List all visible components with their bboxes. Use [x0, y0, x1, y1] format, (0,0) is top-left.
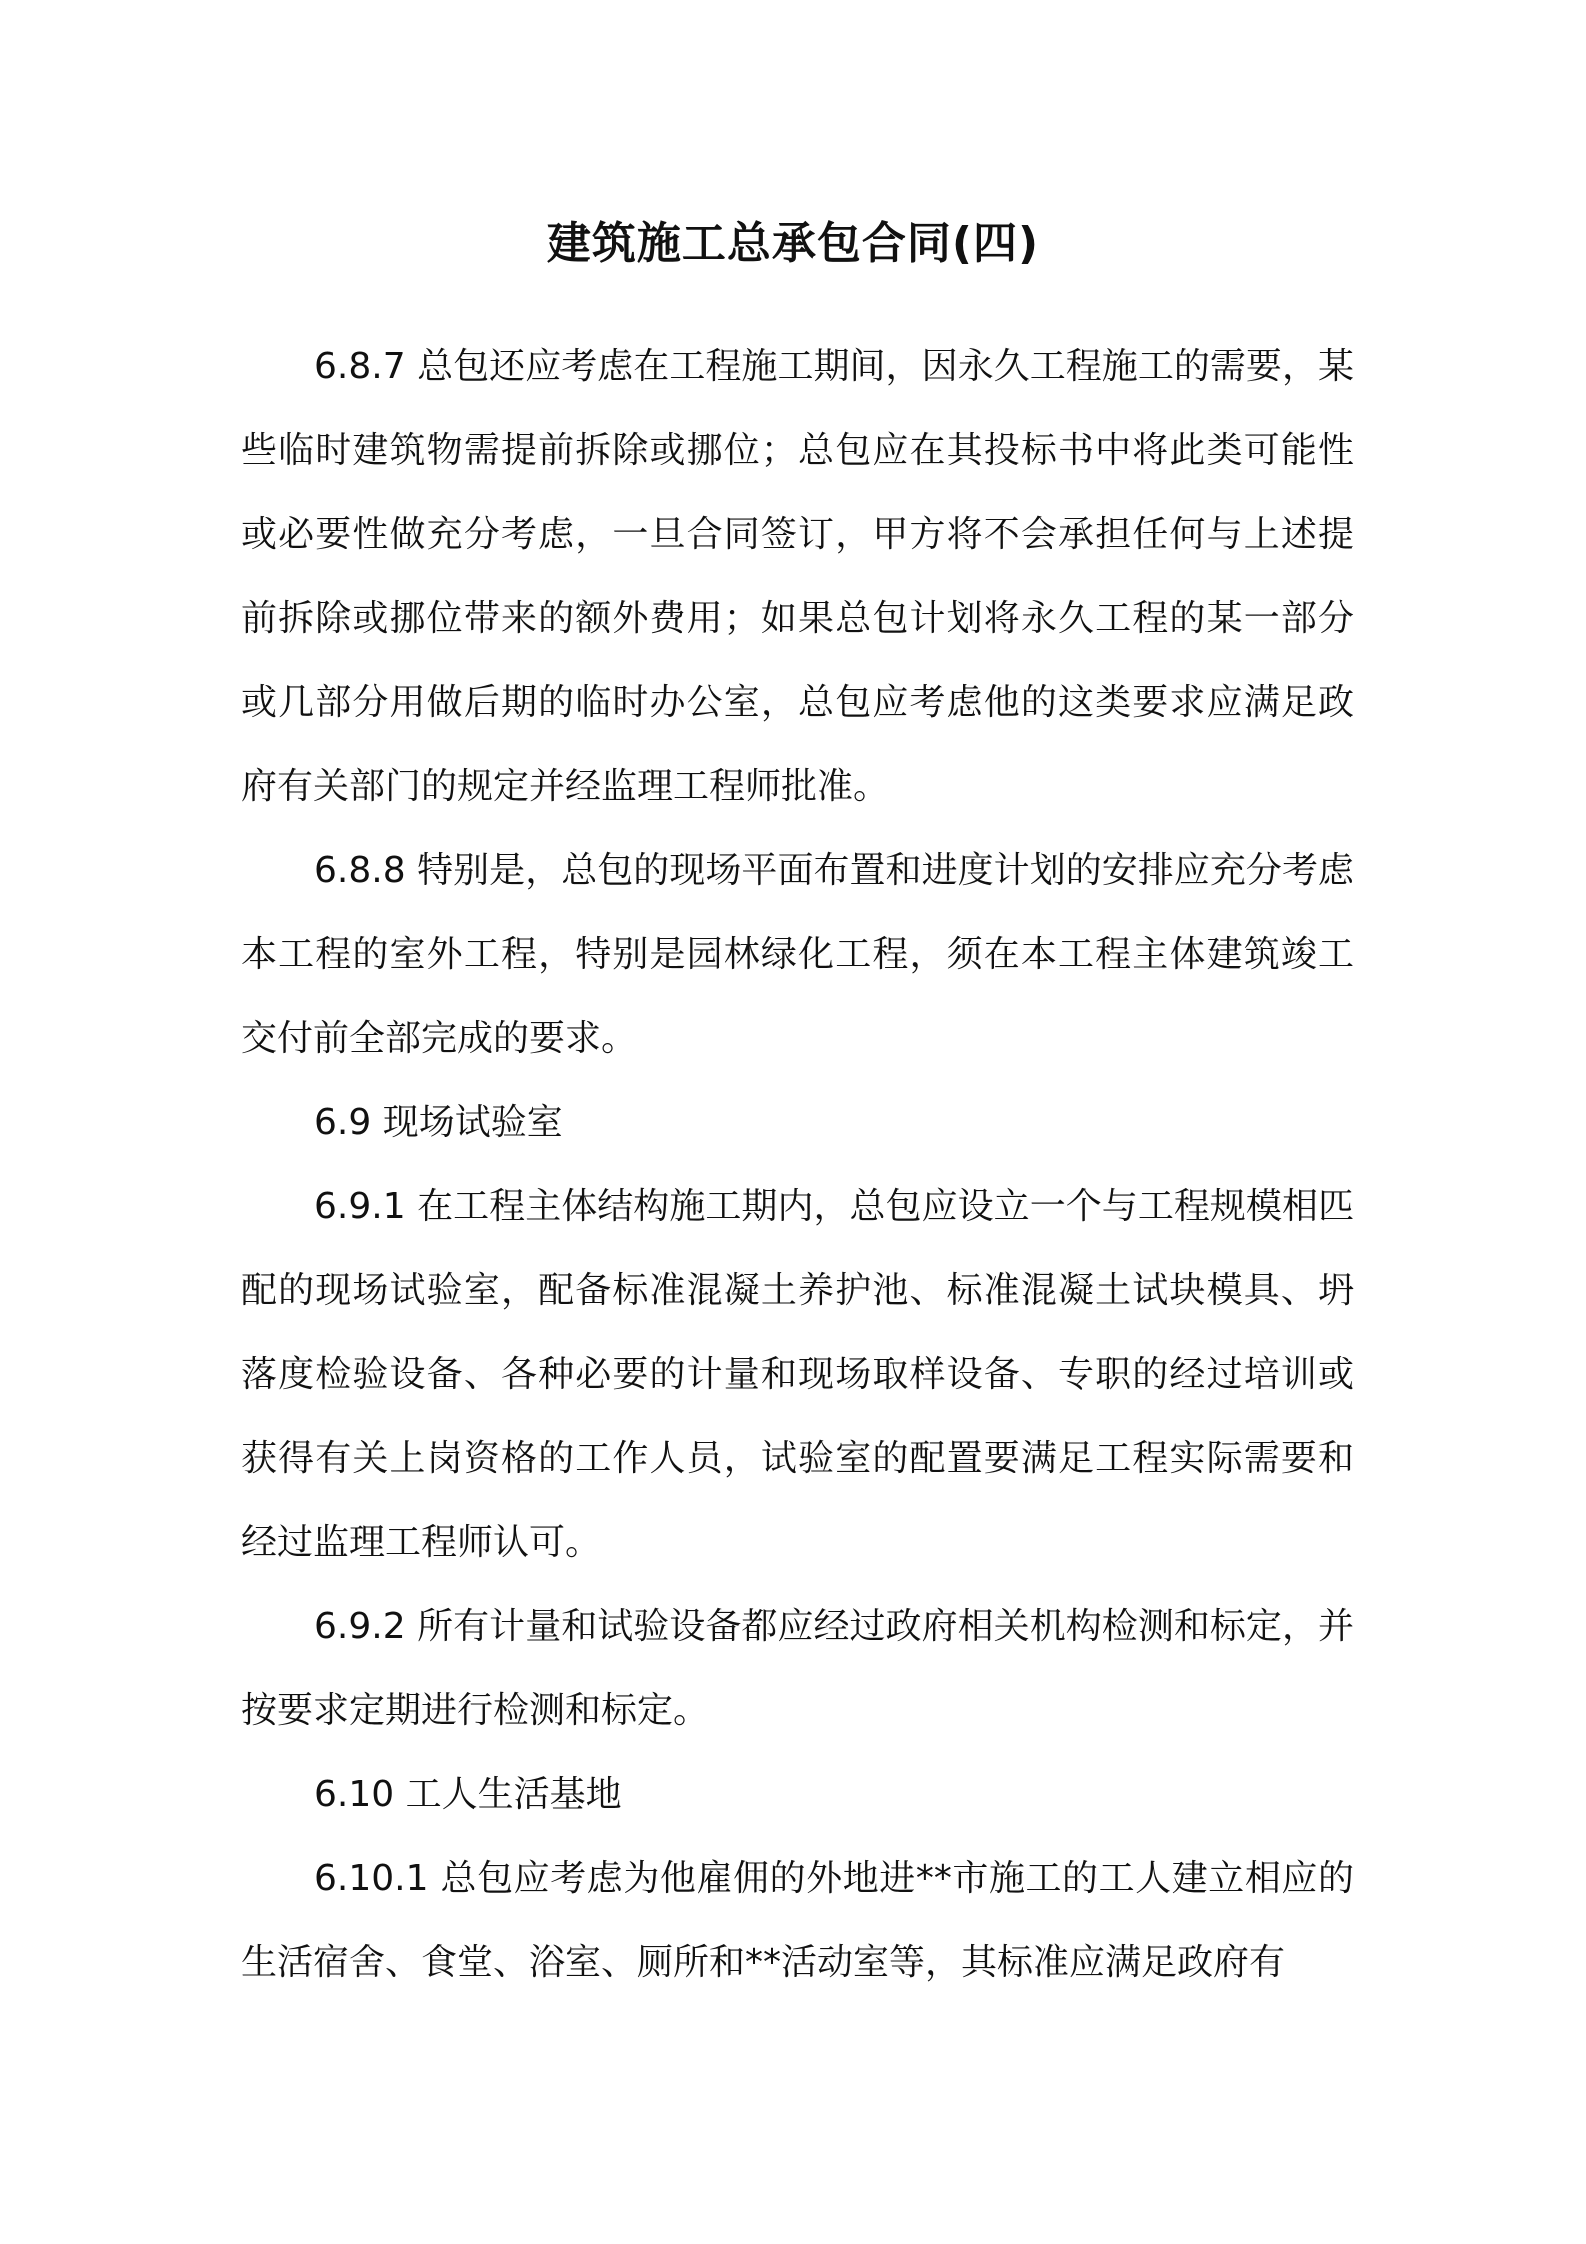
paragraph-6-9-2: 6.9.2 所有计量和试验设备都应经过政府相关机构检测和标定，并按要求定期进行检测和标定。 — [241, 1606, 1354, 1731]
paragraph-6-8-8: 6.8.8 特别是，总包的现场平面布置和进度计划的安排应充分考虑本工程的室外工程，特别是园林绿化工程，须在本工程主体建筑竣工交付前全部完成的要求。 — [241, 850, 1354, 1059]
document-body — [241, 325, 1354, 2005]
document-title: 建筑施工总承包合同(四) — [546, 218, 1040, 269]
paragraph-6-9-1: 6.9.1 在工程主体结构施工期内，总包应设立一个与工程规模相匹配的现场试验室，配备标准混凝土养护池、标准混凝土试块模具、坍落度检验设备、各种必要的计量和现场取样设备、专职的经过培训或获得有关上岗资格的工作人员，试验室的配置要满足工程实际需要和经过监理工程师认可。 — [241, 1186, 1354, 1563]
paragraph-6-8-7: 6.8.7 总包还应考虑在工程施工期间，因永久工程施工的需要，某些临时建筑物需提前拆除或挪位；总包应在其投标书中将此类可能性或必要性做充分考虑，一旦合同签订，甲方将不会承担任何与上述提前拆除或挪位带来的额外费用；如果总包计划将永久工程的某一部分或几部分用做后期的临时办公室，总包应考虑他的这类要求应满足政府有关部门的规定并经监理工程师批准。 — [241, 346, 1354, 807]
paragraph-6-10-1: 6.10.1 总包应考虑为他雇佣的外地进**市施工的工人建立相应的生活宿舍、食堂、浴室、厕所和**活动室等，其标准应满足政府有 — [241, 1858, 1354, 1983]
section-heading-6-9: 6.9 现场试验室 — [314, 1102, 563, 1143]
section-heading-6-10: 6.10 工人生活基地 — [314, 1774, 622, 1815]
